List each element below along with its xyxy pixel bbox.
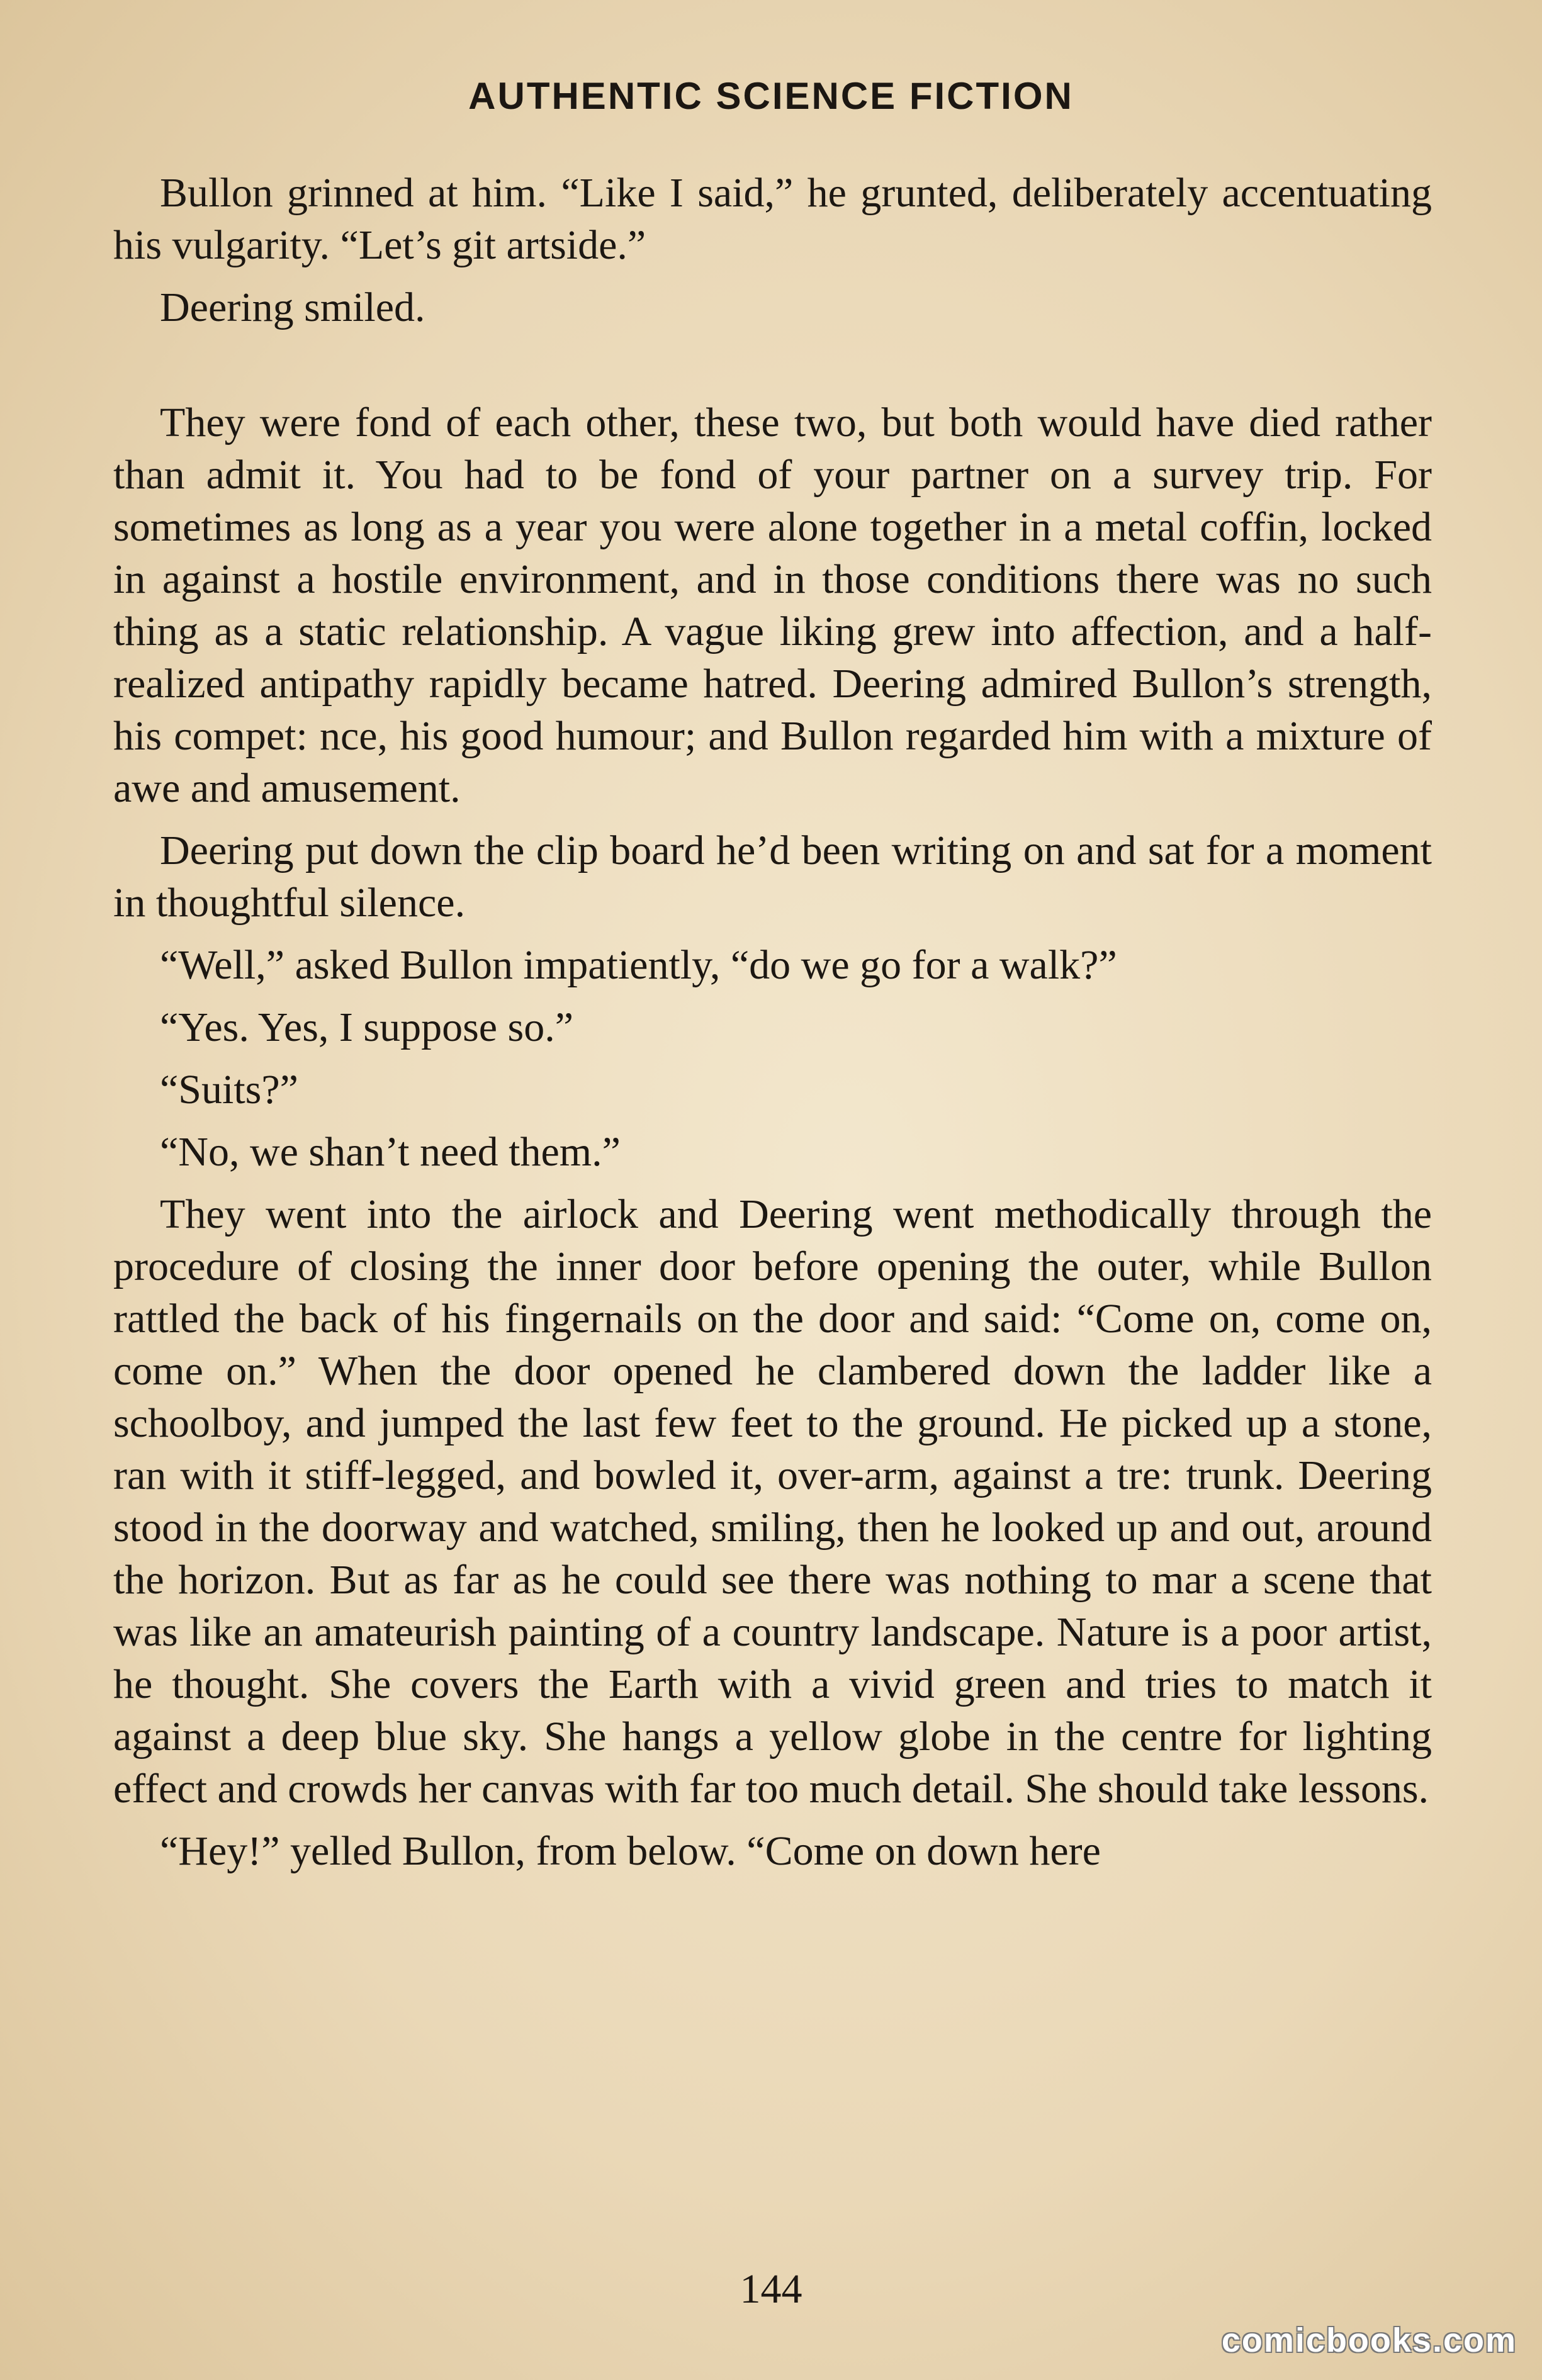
paragraph: Deering smiled. (160, 284, 425, 330)
running-header: AUTHENTIC SCIENCE FICTION (468, 75, 1074, 117)
page-number: 144 (740, 2266, 802, 2312)
paragraph: “Yes. Yes, I suppose so.” (160, 1004, 574, 1050)
paragraph: They went into the airlock and Deering went methodically through the procedure of closing the inner door before opening the outer, while Bullon rattled the back of his fingernails on the door and said: “Come on, come on, come on.” When the door opened he clambered down the ladder like a schoolboy, and jumped the last few feet to the ground. He picked up a stone, ran with it stiff-legged, and bowled it, over-arm, against a tre: trunk. Deering stood in the doorway and watched, smiling, then he looked up and out, around the horizon. But as far as he could see there was nothing to mar a scene that was like an amateurish painting of a country landscape. Nature is a poor artist, he thought. She covers the Earth with a vivid green and tries to match it against a deep blue sky. She hangs a yellow globe in the centre for lighting effect and crowds her canvas with far too much detail. She should take lessons. (113, 1191, 1432, 1812)
watermark: comicbooks.com (1221, 2321, 1517, 2359)
paragraph: Bullon grinned at him. “Like I said,” he grunted, deliberately accentuating his vulgarity. “Let’s git artside.” (113, 170, 1432, 268)
paragraph: “Hey!” yelled Bullon, from below. “Come on down here (160, 1828, 1101, 1874)
paragraph: Deering put down the clip board he’d been writing on and sat for a moment in thoughtful silence. (113, 828, 1432, 926)
paragraph: “Suits?” (160, 1067, 298, 1113)
story-text (113, 167, 1432, 1887)
paragraph: “No, we shan’t need them.” (160, 1129, 621, 1175)
paragraph: They were fond of each other, these two, but both would have died rather than admit it. You had to be fond of your partner on a survey trip. For sometimes as long as a year you were alone together in a metal coffin, locked in against a hostile environment, and in those conditions there was no such thing as a static relationship. A vague liking grew into affection, and a half-realized antipathy rapidly became hatred. Deering admired Bullon’s strength, his compet: nce, his good humour; and Bullon regarded him with a mixture of awe and amusement. (113, 400, 1432, 811)
paragraph: “Well,” asked Bullon impatiently, “do we go for a walk?” (160, 942, 1117, 988)
